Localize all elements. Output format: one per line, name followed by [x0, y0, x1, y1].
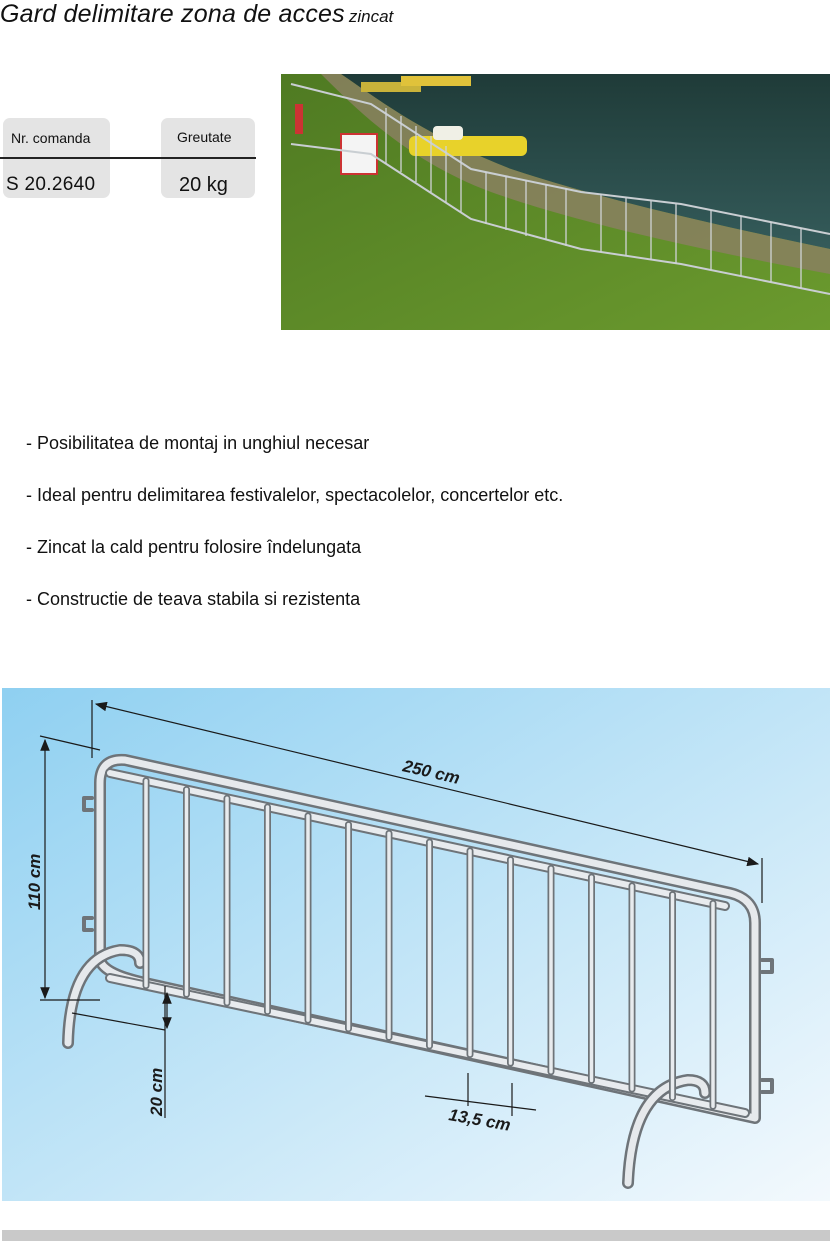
height-dimension-label: 110 cm	[25, 853, 44, 910]
title-subtitle: zincat	[348, 7, 394, 26]
lakeside-fence-photo	[281, 74, 830, 330]
weight-value: 20 kg	[179, 174, 228, 196]
footer-bar	[2, 1230, 830, 1241]
feature-item: - Posibilitatea de montaj in unghiul necesar	[26, 433, 370, 453]
feature-list	[26, 432, 563, 640]
feature-item: - Zincat la cald pentru folosire îndelungata	[26, 537, 362, 557]
weight-label: Greutate	[177, 129, 232, 145]
order-number-value: S 20.2640	[6, 174, 96, 195]
product-photo	[281, 74, 830, 330]
length-dimension-label: 250 cm	[401, 756, 462, 788]
feature-item: - Constructie de teava stabila si rezistenta	[26, 589, 361, 609]
foot-height-dimension-label: 20 cm	[147, 1067, 166, 1116]
spec-table	[0, 118, 258, 202]
fence-drawing	[0, 688, 830, 1201]
page-title	[0, 0, 393, 29]
fence-dimension-diagram	[0, 688, 830, 1201]
title-main: Gard delimitare zona de acces	[0, 0, 345, 28]
feature-item: - Ideal pentru delimitarea festivalelor, spectacolelor, concertelor etc.	[26, 485, 564, 505]
bar-spacing-dimension-label: 13,5 cm	[447, 1105, 513, 1135]
order-number-label: Nr. comanda	[11, 130, 91, 146]
spec-table-divider	[0, 157, 256, 159]
